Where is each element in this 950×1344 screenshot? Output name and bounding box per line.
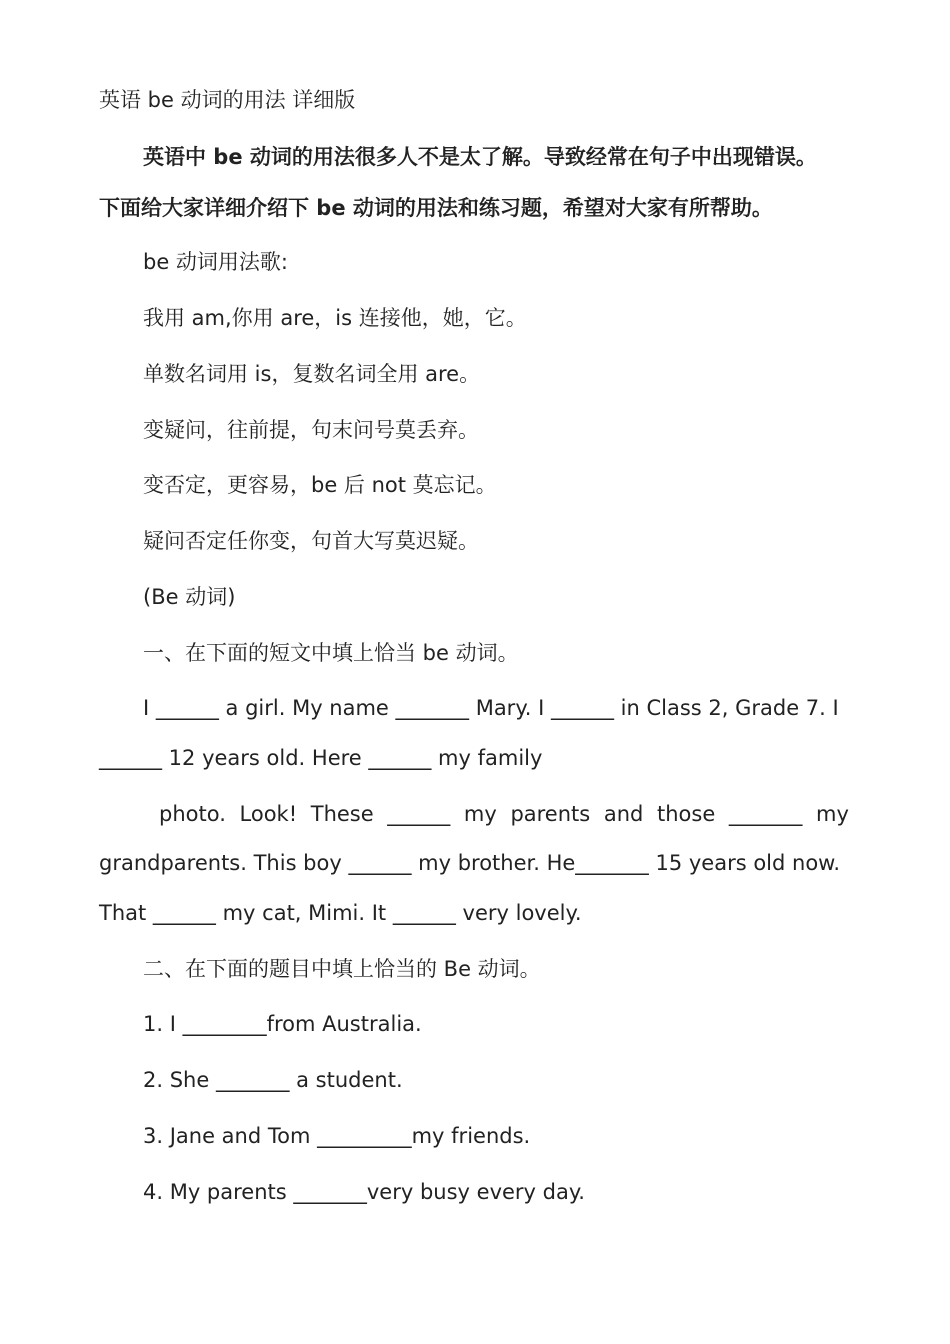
section2-item-4: 4. My parents _______very busy every day. — [143, 1180, 585, 1204]
section2-item-2: 2. She _______ a student. — [143, 1068, 403, 1092]
song-line-3: 变疑问，往前提，句末问号莫丢弃。 — [143, 418, 479, 442]
para-word: and — [603, 802, 644, 826]
para-word: parents — [510, 802, 591, 826]
para-blank: _______ — [728, 802, 803, 826]
section1-para-line-5: That ______ my cat, Mimi. It ______ very lovely. — [99, 901, 582, 925]
section2-item-1: 1. I ________from Australia. — [143, 1012, 422, 1036]
section2-item-3: 3. Jane and Tom _________my friends. — [143, 1124, 531, 1148]
para-word: These — [310, 802, 374, 826]
para-word: photo. — [159, 802, 226, 826]
para-blank: ______ — [387, 802, 451, 826]
section2-heading: 二、在下面的题目中填上恰当的 Be 动词。 — [143, 957, 541, 981]
song-line-4: 变否定，更容易，be 后 not 莫忘记。 — [143, 473, 497, 497]
be-label: (Be 动词) — [143, 585, 236, 609]
song-line-1: 我用 am,你用 are，is 连接他，她，它。 — [143, 306, 527, 330]
section1-para-line-3 — [159, 800, 849, 828]
song-heading: be 动词用法歌: — [143, 250, 289, 274]
para-word: my — [463, 802, 497, 826]
song-line-5: 疑问否定任你变，句首大写莫迟疑。 — [143, 529, 479, 553]
intro-line-1: 英语中 be 动词的用法很多人不是太了解。导致经常在句子中出现错误。 — [143, 145, 817, 169]
document-title: 英语 be 动词的用法 详细版 — [99, 88, 356, 112]
para-word: those — [656, 802, 716, 826]
para-word: my — [816, 802, 849, 826]
section1-para-line-1: I ______ a girl. My name _______ Mary. I ______ in Class 2, Grade 7. I — [143, 696, 839, 720]
song-line-2: 单数名词用 is，复数名词全用 are。 — [143, 362, 481, 386]
section1-para-line-2: ______ 12 years old. Here ______ my family — [99, 746, 543, 770]
intro-line-2: 下面给大家详细介绍下 be 动词的用法和练习题，希望对大家有所帮助。 — [99, 196, 773, 220]
para-word: Look! — [239, 802, 298, 826]
section1-heading: 一、在下面的短文中填上恰当 be 动词。 — [143, 641, 519, 665]
section1-para-line-4: grandparents. This boy ______ my brother. He_______ 15 years old now. — [99, 851, 841, 875]
